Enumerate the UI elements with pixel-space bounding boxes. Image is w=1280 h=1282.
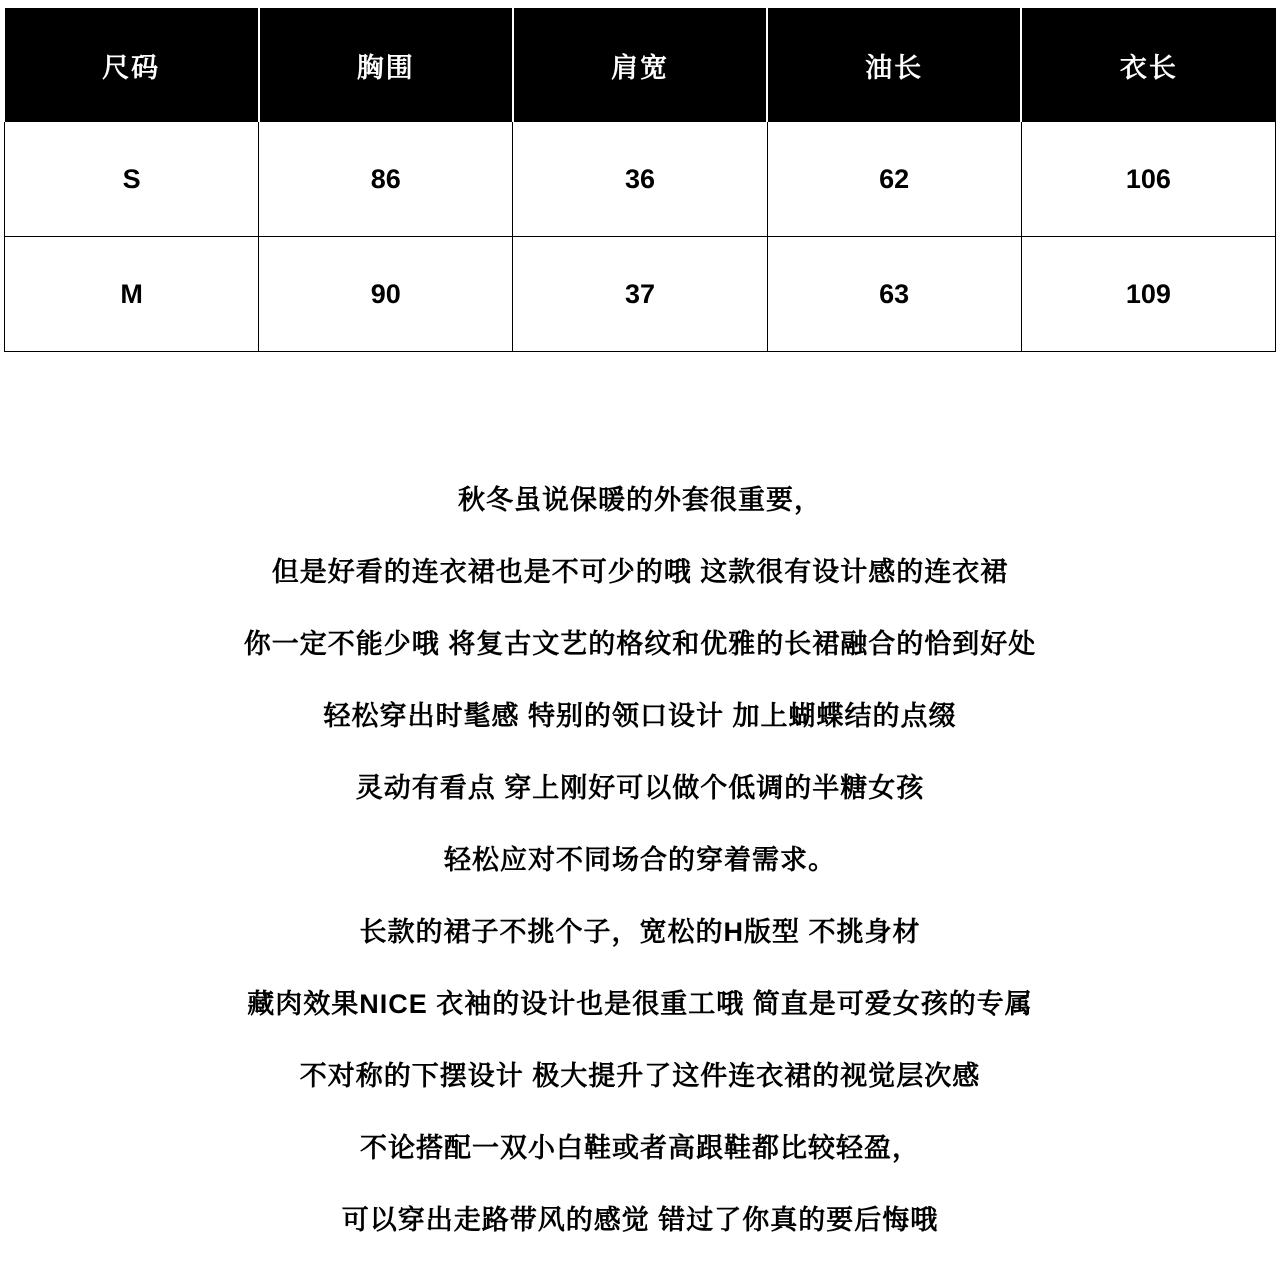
cell-size: S <box>5 122 259 237</box>
cell-size: M <box>5 237 259 352</box>
cell-bust: 90 <box>259 237 513 352</box>
description-line: 长款的裙子不挑个子，宽松的H版型 不挑身材 <box>359 917 921 947</box>
description-line: 藏肉效果NICE 衣袖的设计也是很重工哦 简直是可爱女孩的专属 <box>247 989 1033 1019</box>
table-row <box>5 122 1276 237</box>
cell-shoulder: 36 <box>513 122 767 237</box>
product-description <box>0 464 1280 1256</box>
description-line: 轻松穿出时髦感 特别的领口设计 加上蝴蝶结的点缀 <box>323 701 957 731</box>
description-line: 秋冬虽说保暖的外套很重要， <box>458 485 822 515</box>
size-chart-header <box>5 8 1276 122</box>
description-line: 不对称的下摆设计 极大提升了这件连衣裙的视觉层次感 <box>299 1061 981 1091</box>
description-line: 轻松应对不同场合的穿着需求。 <box>444 845 836 875</box>
column-header-sleeve: 油长 <box>767 8 1021 122</box>
table-header-row <box>5 8 1276 122</box>
size-chart-body <box>5 122 1276 352</box>
column-header-shoulder: 肩宽 <box>513 8 767 122</box>
cell-shoulder: 37 <box>513 237 767 352</box>
cell-length: 109 <box>1021 237 1275 352</box>
description-line: 不论搭配一双小白鞋或者高跟鞋都比较轻盈， <box>360 1133 920 1163</box>
size-table-container <box>0 0 1280 352</box>
column-header-bust: 胸围 <box>259 8 513 122</box>
cell-sleeve: 63 <box>767 237 1021 352</box>
description-line: 灵动有看点 穿上刚好可以做个低调的半糖女孩 <box>355 773 925 803</box>
table-row <box>5 237 1276 352</box>
column-header-length: 衣长 <box>1021 8 1275 122</box>
size-chart-table <box>4 8 1276 352</box>
cell-length: 106 <box>1021 122 1275 237</box>
description-line: 但是好看的连衣裙也是不可少的哦 这款很有设计感的连衣裙 <box>271 557 1009 587</box>
cell-bust: 86 <box>259 122 513 237</box>
description-line: 可以穿出走路带风的感觉 错过了你真的要后悔哦 <box>341 1205 939 1235</box>
cell-sleeve: 62 <box>767 122 1021 237</box>
column-header-size: 尺码 <box>5 8 259 122</box>
description-line: 你一定不能少哦 将复古文艺的格纹和优雅的长裙融合的恰到好处 <box>243 629 1037 659</box>
